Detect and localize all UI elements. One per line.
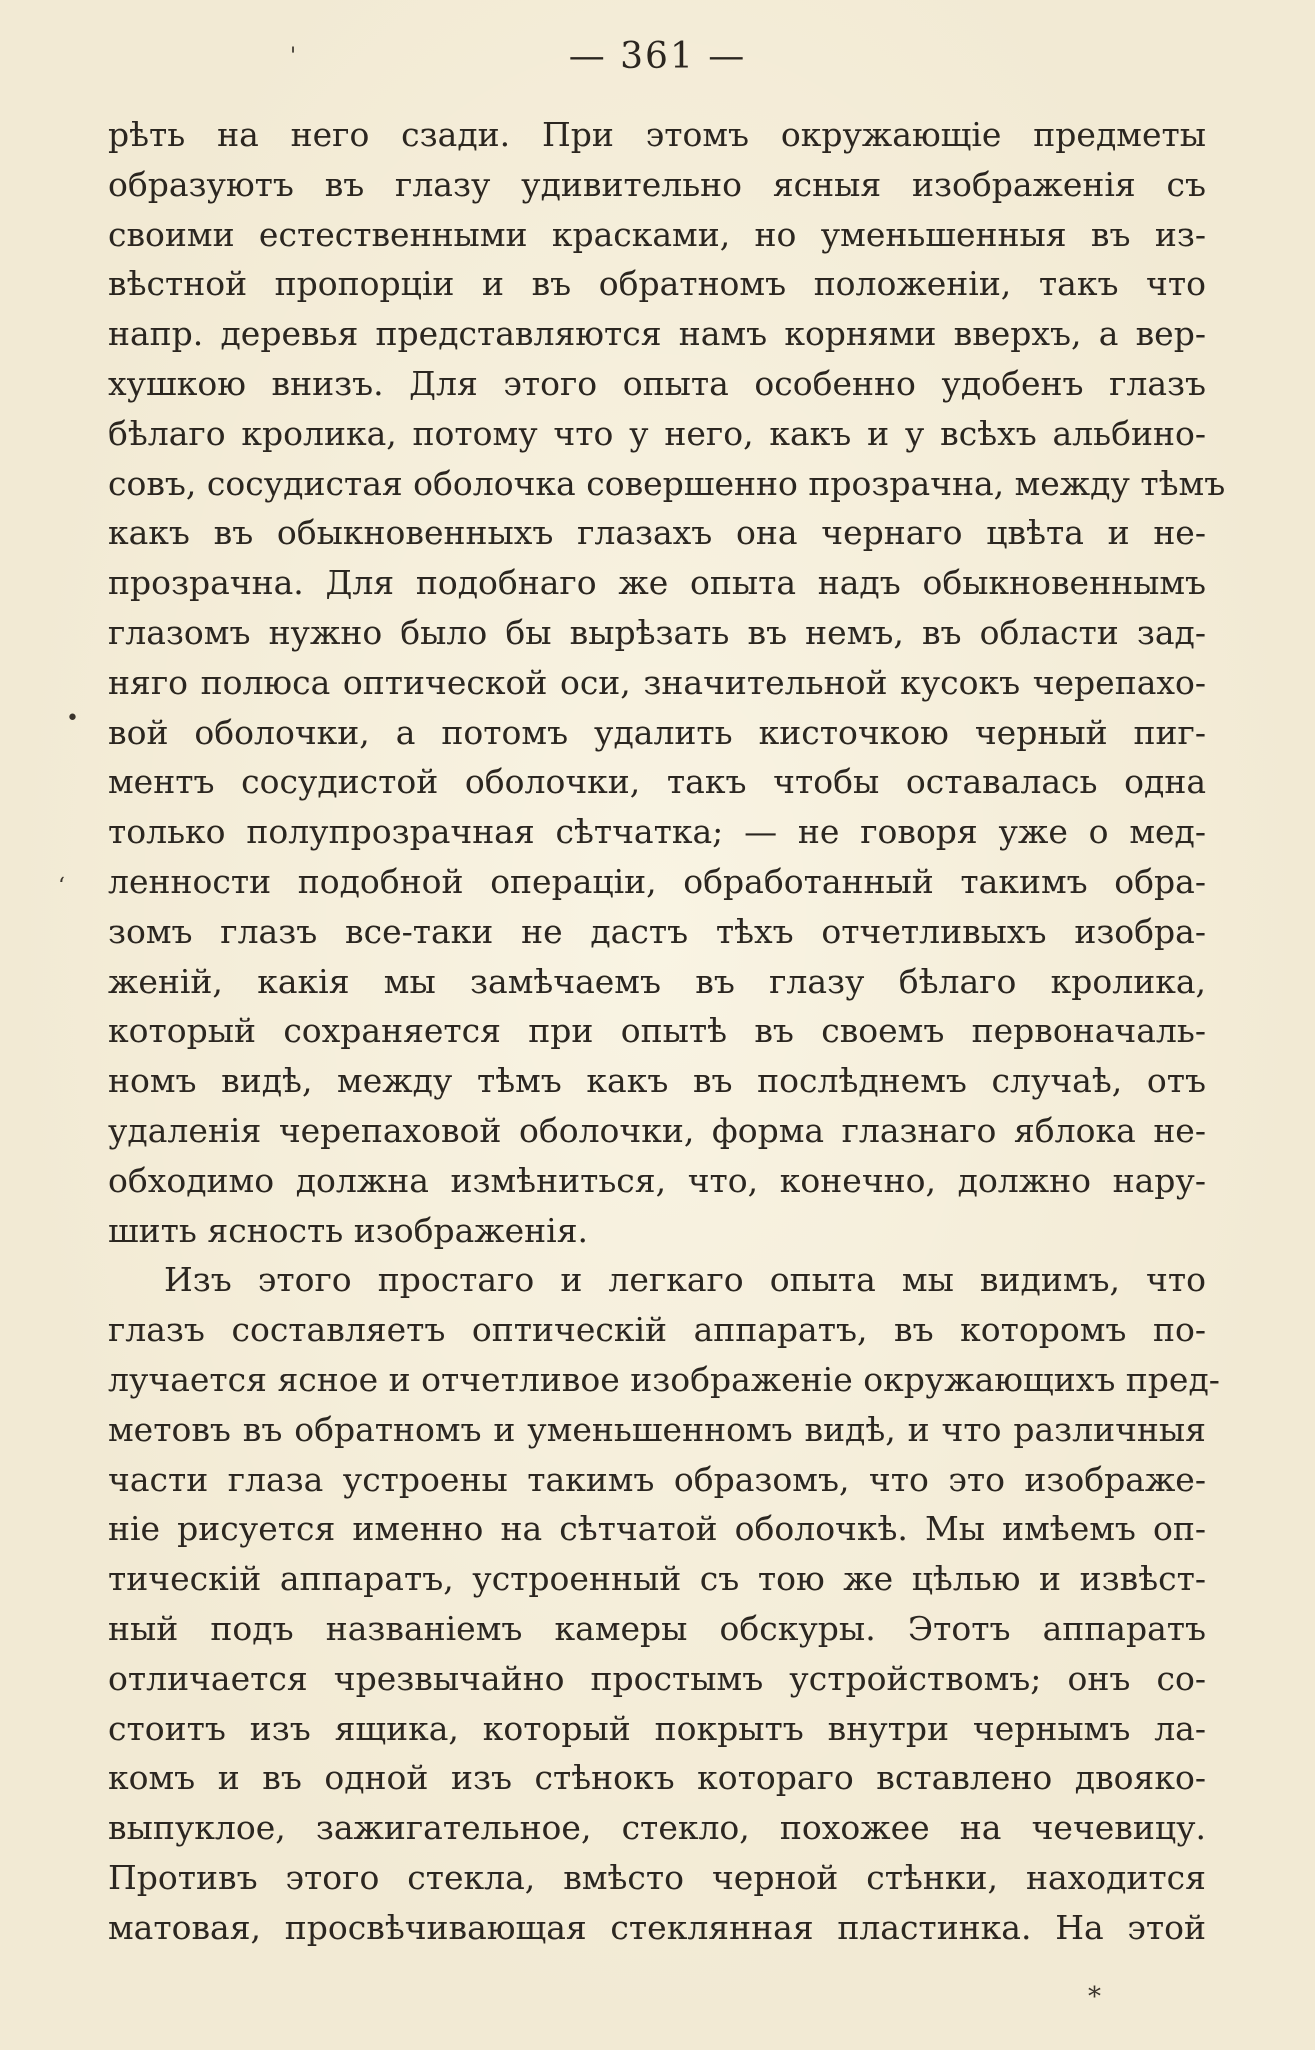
- text-line: Изъ этого простаго и легкаго опыта мы видимъ, что: [164, 1260, 1206, 1300]
- text-line: ленности подобной операціи, обработанный такимъ обра-: [108, 861, 1206, 901]
- text-line: только полупрозрачная сѣтчатка; — не говоря уже о мед-: [108, 812, 1206, 852]
- text-line: глазъ составляетъ оптическій аппаратъ, въ которомъ по-: [108, 1310, 1206, 1350]
- text-line: отличается чрезвычайно простымъ устройствомъ; онъ со-: [108, 1658, 1206, 1698]
- text-line: образуютъ въ глазу удивительно ясныя изображенія съ: [108, 164, 1206, 204]
- text-line: который сохраняется при опытѣ въ своемъ первоначаль-: [108, 1011, 1206, 1051]
- text-body: [108, 110, 1226, 1952]
- margin-mark: ': [290, 44, 297, 69]
- text-line: совъ, сосудистая оболочка совершенно прозрачна, между тѣмъ: [108, 463, 1226, 503]
- text-line: комъ и въ одной изъ стѣнокъ котораго вставлено двояко-: [108, 1758, 1206, 1798]
- text-line: какъ въ обыкновенныхъ глазахъ она чернаго цвѣта и не-: [108, 513, 1206, 553]
- text-line: ный подъ названіемъ камеры обскуры. Этотъ аппаратъ: [108, 1608, 1206, 1648]
- text-line: напр. деревья представляются намъ корнями вверхъ, а вер-: [108, 314, 1206, 354]
- text-line: удаленія черепаховой оболочки, форма глазнаго яблока не-: [108, 1110, 1206, 1150]
- text-line: рѣть на него сзади. При этомъ окружающіе предметы: [108, 115, 1206, 154]
- text-line: выпуклое, зажигательное, стекло, похожее на чечевицу.: [108, 1808, 1206, 1848]
- signature-mark: *: [1088, 1982, 1101, 2012]
- text-line: части глаза устроены такимъ образомъ, что это изображе-: [108, 1459, 1206, 1499]
- text-line: ніе рисуется именно на сѣтчатой оболочкѣ. Мы имѣемъ оп-: [108, 1509, 1206, 1549]
- text-line: тическій аппаратъ, устроенный съ тою же цѣлью и извѣст-: [108, 1559, 1206, 1599]
- text-line: ментъ сосудистой оболочки, такъ чтобы оставалась одна: [108, 762, 1206, 802]
- text-line: глазомъ нужно было бы вырѣзать въ немъ, въ области зад-: [108, 612, 1206, 652]
- text-line: обходимо должна измѣниться, что, конечно, должно нару-: [108, 1160, 1206, 1200]
- text-line: бѣлаго кролика, потому что у него, какъ и у всѣхъ альбино-: [108, 413, 1206, 453]
- text-line: няго полюса оптической оси, значительной кусокъ черепахо-: [108, 662, 1206, 702]
- text-line: хушкою внизъ. Для этого опыта особенно удобенъ глазъ: [108, 363, 1206, 403]
- text-line: женій, какія мы замѣчаемъ въ глазу бѣлаго кролика,: [108, 961, 1206, 1001]
- text-line: вой оболочки, а потомъ удалить кисточкою черный пиг-: [108, 712, 1206, 752]
- text-line: вѣстной пропорціи и въ обратномъ положеніи, такъ что: [108, 264, 1206, 304]
- margin-mark: ‘: [58, 874, 65, 899]
- text-line: Противъ этого стекла, вмѣсто черной стѣнки, находится: [108, 1857, 1206, 1897]
- paragraph-2: [108, 1255, 1220, 1952]
- text-line: стоитъ изъ ящика, который покрытъ внутри чернымъ ла-: [108, 1708, 1206, 1748]
- paragraph-1: [108, 110, 1226, 1255]
- text-line: номъ видѣ, между тѣмъ какъ въ послѣднемъ случаѣ, отъ: [108, 1061, 1206, 1101]
- text-line: зомъ глазъ все-таки не дастъ тѣхъ отчетливыхъ изобра-: [108, 911, 1206, 951]
- text-line: матовая, просвѣчивающая стеклянная пластинка. На этой: [108, 1907, 1206, 1947]
- margin-mark: •: [66, 706, 79, 731]
- text-line: лучается ясное и отчетливое изображеніе окружающихъ пред-: [108, 1359, 1220, 1399]
- text-line: метовъ въ обратномъ и уменьшенномъ видѣ, и что различныя: [108, 1409, 1206, 1449]
- page-number: — 361 —: [568, 36, 747, 77]
- text-line: шить ясность изображенія.: [108, 1210, 589, 1250]
- text-line: прозрачна. Для подобнаго же опыта надъ обыкновеннымъ: [108, 563, 1206, 603]
- text-line: своими естественными красками, но уменьшенныя въ из-: [108, 214, 1206, 254]
